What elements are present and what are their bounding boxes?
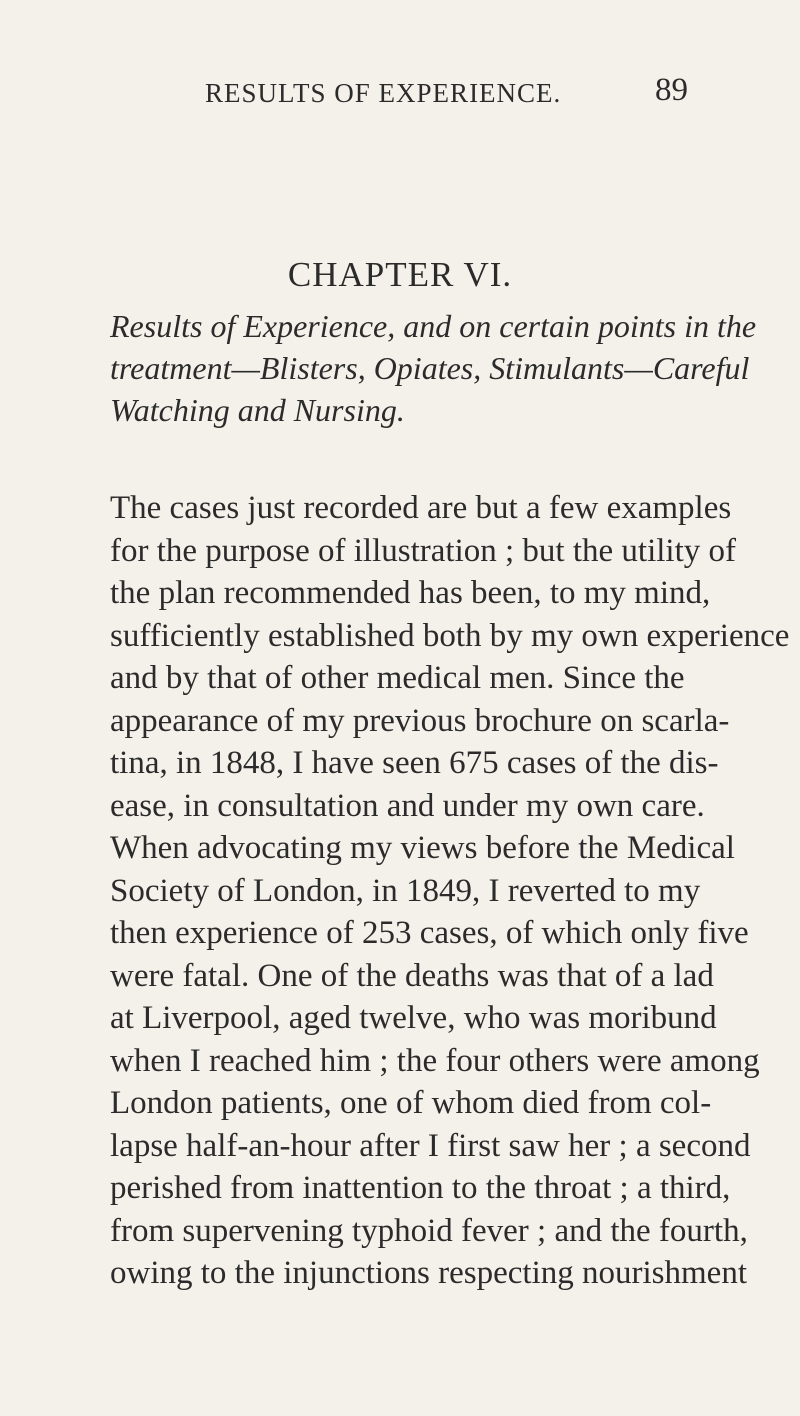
summary-line: Results of Experience, and on certain points in the bbox=[110, 308, 757, 344]
text-line: London patients, one of whom died from col- bbox=[110, 1085, 712, 1121]
text-line: ease, in consultation and under my own care. bbox=[110, 787, 705, 824]
text-line: from supervening typhoid fever ; and the fourth, bbox=[110, 1212, 748, 1249]
text-line: for the purpose of illustration ; but the utility of bbox=[110, 532, 736, 569]
text-line: perished from inattention to the throat ; a third, bbox=[110, 1170, 731, 1206]
text-line: were fatal. One of the deaths was that of a lad bbox=[110, 957, 714, 994]
text-line: owing to the injunctions respecting nourishment bbox=[110, 1255, 747, 1291]
page-number: 89 bbox=[655, 72, 688, 108]
chapter-summary bbox=[110, 305, 757, 431]
text-line: The cases just recorded are but a few examples bbox=[110, 490, 732, 526]
chapter-title: CHAPTER VI. bbox=[287, 255, 513, 294]
summary-line: Watching and Nursing. bbox=[110, 392, 405, 428]
text-line: sufficiently established both by my own experience bbox=[110, 617, 790, 654]
text-line: at Liverpool, aged twelve, who was moribund bbox=[110, 1000, 717, 1036]
body-paragraph bbox=[110, 487, 790, 1295]
text-line: the plan recommended has been, to my mind, bbox=[110, 575, 711, 611]
text-line: When advocating my views before the Medical bbox=[110, 830, 735, 866]
text-line: appearance of my previous brochure on scarla- bbox=[110, 702, 730, 739]
text-line: then experience of 253 cases, of which only five bbox=[110, 915, 749, 951]
summary-line: treatment—Blisters, Opiates, Stimulants—Careful bbox=[110, 350, 750, 386]
text-line: lapse half-an-hour after I first saw her ; a second bbox=[110, 1127, 751, 1164]
running-head: RESULTS OF EXPERIENCE. bbox=[205, 78, 562, 108]
text-line: tina, in 1848, I have seen 675 cases of the dis- bbox=[110, 745, 719, 781]
text-line: Society of London, in 1849, I reverted to my bbox=[110, 872, 701, 909]
text-line: when I reached him ; the four others were among bbox=[110, 1042, 760, 1079]
text-line: and by that of other medical men. Since the bbox=[110, 660, 685, 696]
